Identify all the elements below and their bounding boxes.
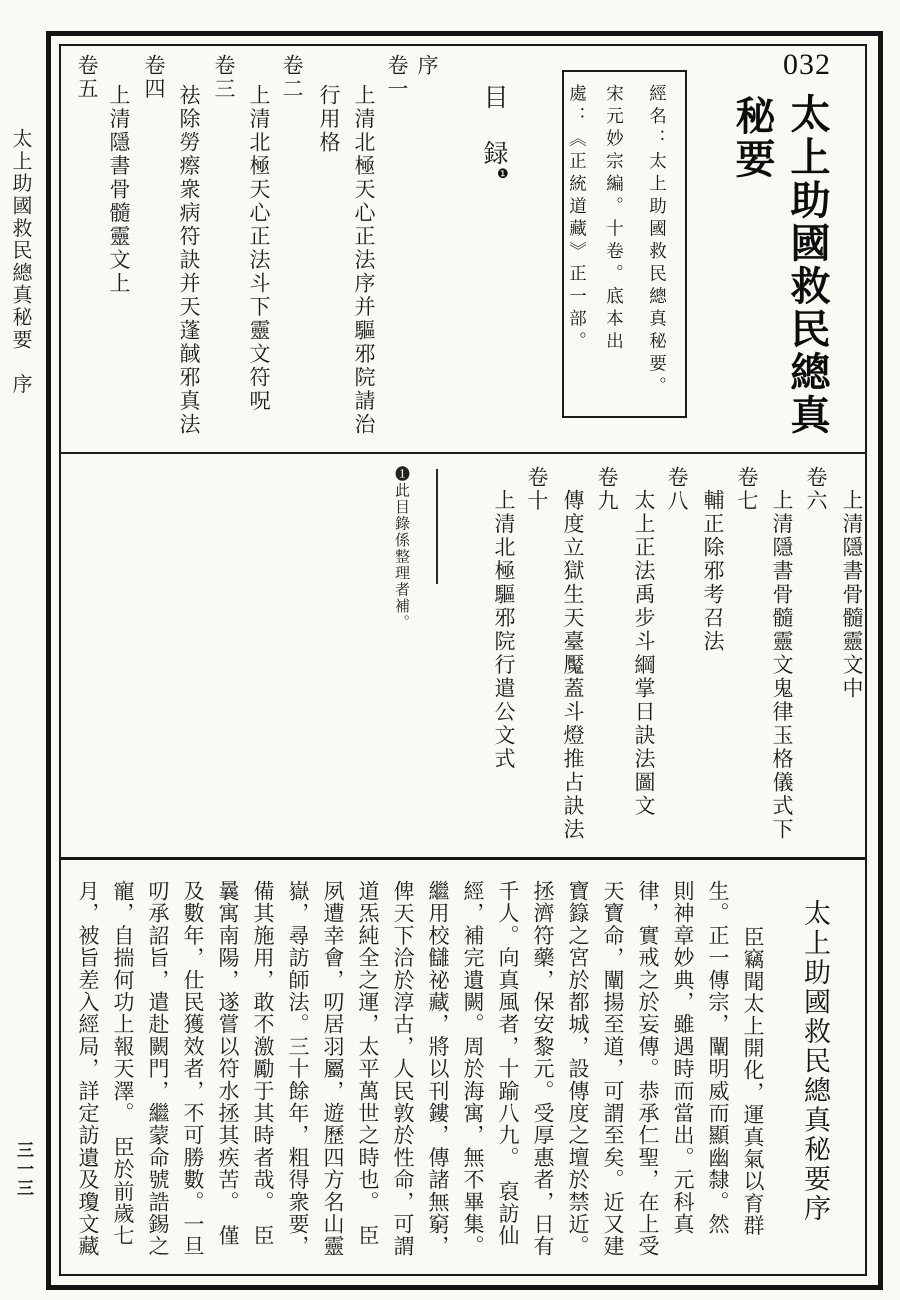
volume-label-1: 卷一 [385,54,409,101]
section-divider-bottom [61,857,865,860]
toc-entry-title: 祛除勞瘵衆病符訣并天蓬馘邪真法 [177,84,201,437]
preface-column-2: 生。正一傳宗，闡明威而顯幽隸。然 [706,880,730,1236]
volume-label-5: 卷五 [75,54,99,101]
preface-column-7: 拯濟符藥，保安黎元。受厚惠者，日有 [531,880,555,1258]
colophon-line: 處：《正統道藏》正一部。 [567,84,588,354]
preface-title: 太上助國救民總真秘要序 [800,899,830,1224]
spine-title: 太上助國救民總真秘要 序 [9,128,31,396]
toc-entry-title-wrap: 行用格 [317,84,341,155]
page-number: 三一三 [14,1141,33,1198]
toc-entry-title: 上清北極天心正法斗下靈文符呪 [247,84,271,413]
footnote-1-marker: ❶ [497,166,509,181]
colophon-line: 宋元妙宗編。十卷。底本出 [604,84,625,354]
volume-label-2: 卷二 [280,54,304,101]
preface-column-3: 則神章妙典，雖遇時而當出。元科真 [671,880,695,1236]
preface-column-9: 經，補完遺闕。周於海寓，無不畢集。 [461,880,485,1258]
preface-column-14: 嶽，尋訪師法。三十餘年，粗得衆要， [286,880,310,1258]
toc-entry-title: 上清隱書骨髓靈文中 [840,489,864,701]
toc-entry-title: 上清隱書骨髓靈文上 [107,84,131,296]
toc-entry-xu: 序 [415,54,439,78]
preface-column-11: 俾天下洽於淳古，人民敦於性命，可謂 [391,880,415,1258]
preface-column-13: 夙遭幸會，叨居羽屬，遊歷四方名山靈 [321,880,345,1258]
toc-entry-title: 太上正法禹步斗綱掌日訣法圖文 [632,489,656,818]
volume-label-9: 卷九 [595,466,619,513]
section-divider-top [61,452,865,454]
preface-column-5: 天寶命，闡揚至道，可謂至矣。近又建 [601,880,625,1258]
colophon-line: 經名：太上助國救民總真秘要。 [647,84,668,399]
preface-column-19: 寵，自揣何功上報天澤。 臣於前歲七 [111,880,135,1247]
toc-entry-title: 上清隱書骨髓靈文鬼律玉格儀式下 [770,489,794,842]
volume-label-3: 卷三 [212,54,236,101]
preface-column-8: 千人。向真風者，十踰八九。 裒訪仙 [496,880,520,1247]
preface-column-4: 律，實戒之於妄傳。恭承仁聖，在上受 [636,880,660,1258]
book-title-column-1: 太上助國救民總真 [785,93,830,437]
preface-column-10: 繼用校讎祕藏，將以刊鏤，傳諸無窮， [426,880,450,1258]
colophon-box [562,70,687,418]
catalog-number: 032 [783,48,831,81]
volume-label-8: 卷八 [665,466,689,513]
toc-heading: 目 録 [480,84,507,168]
preface-column-1: 臣竊聞太上開化，運真氣以育群 [741,926,765,1237]
volume-label-7: 卷七 [735,466,759,513]
toc-entry-title: 輔正除邪考召法 [701,489,725,654]
preface-column-15: 備其施用，敢不激勵于其時者哉。 臣 [251,880,275,1247]
volume-label-10: 卷十 [525,466,549,513]
preface-column-16: 曩寓南陽，遂嘗以符水拯其疾苦。 僅 [216,880,240,1247]
toc-entry-title: 傳度立獄生天臺魘蓋斗燈推占訣法 [561,489,585,842]
preface-column-17: 及數年，仕民獲效者，不可勝數。一旦 [181,880,205,1258]
toc-entry-title: 上清北極驅邪院行遣公文式 [492,489,516,771]
preface-column-18: 叨承詔旨，遣赴闕門，繼蒙命號誥錫之 [146,880,170,1258]
toc-entry-title: 上清北極天心正法序并驅邪院請治 [352,84,376,437]
book-title-column-2: 秘要 [730,95,775,181]
preface-column-20: 月，被旨差入經局，詳定訪遺及瓊文藏 [76,880,100,1258]
volume-label-6: 卷六 [804,466,828,513]
preface-column-6: 寶籙之宮於都城，設傳度之壇於禁近。 [566,880,590,1258]
footnote-rule [436,469,438,584]
volume-label-4: 卷四 [142,54,166,101]
toc-footnote: ❶此目錄係整理者補。 [393,466,409,631]
preface-column-12: 道炁純全之運，太平萬世之時也。 臣 [356,880,380,1247]
